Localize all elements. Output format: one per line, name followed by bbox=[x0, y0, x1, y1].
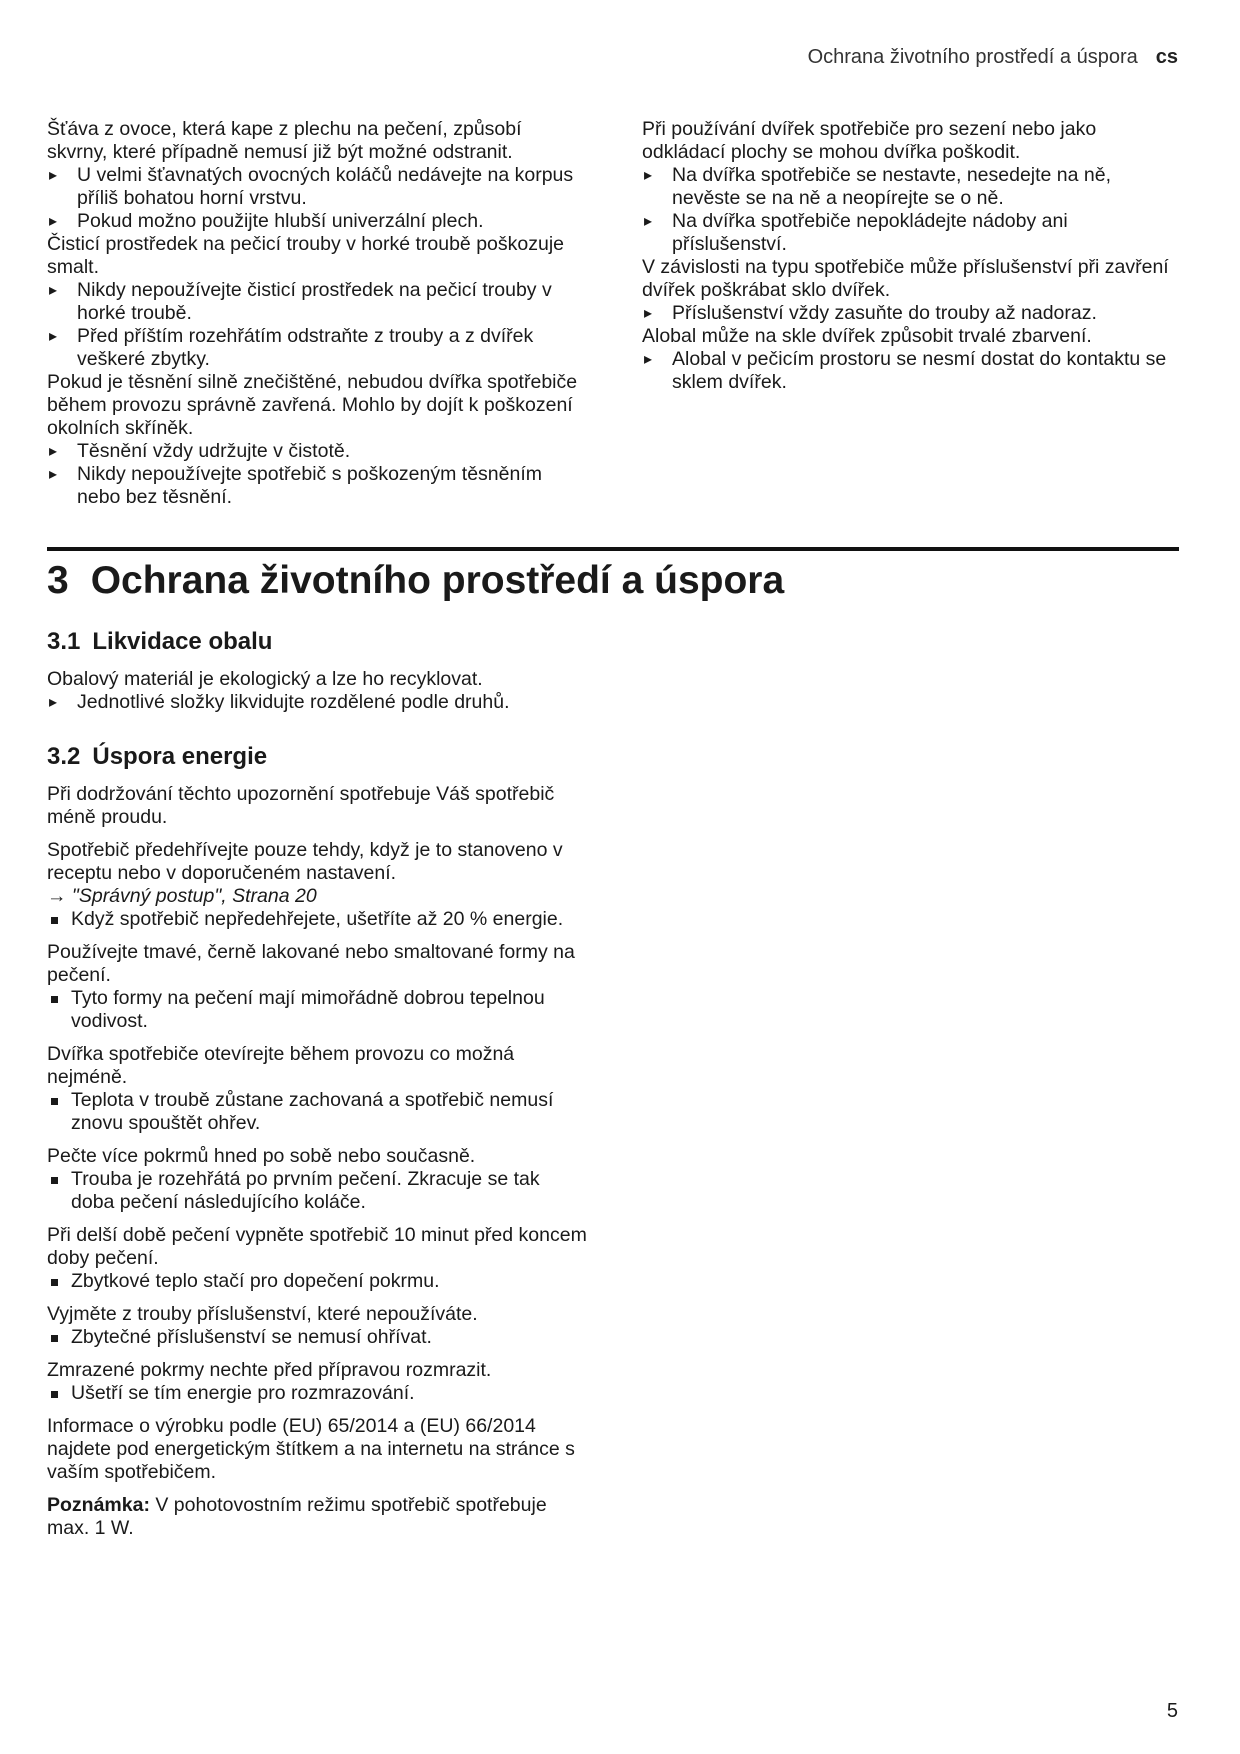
result-bullet: Když spotřebič nepředehřejete, ušetříte až 20 % energie. bbox=[47, 908, 587, 931]
right-column bbox=[642, 118, 1182, 394]
running-header bbox=[808, 46, 1178, 69]
section-title: Úspora energie bbox=[92, 743, 268, 770]
paragraph: Alobal může na skle dvířek způsobit trvalé zbarvení. bbox=[642, 325, 1092, 347]
page-number: 5 bbox=[1166, 1700, 1178, 1722]
tip-text: Pečte více pokrmů hned po sobě nebo současně. bbox=[47, 1145, 476, 1167]
instruction-bullet: ▸ Alobal v pečicím prostoru se nesmí dostat do kontaktu se sklem dvířek. bbox=[642, 348, 1182, 394]
instruction-bullet: ▸ Před příštím rozehřátím odstraňte z trouby a z dvířek veškeré zbytky. bbox=[47, 325, 587, 371]
tip-text: Dvířka spotřebiče otevírejte během provozu co možná nejméně. bbox=[47, 1043, 515, 1088]
section-heading bbox=[47, 628, 587, 656]
tip-text: Při delší době pečení vypněte spotřebič 10 minut před koncem doby pečení. bbox=[47, 1224, 587, 1269]
instruction-bullet: ▸ Na dvířka spotřebiče nepokládejte nádoby ani příslušenství. bbox=[642, 210, 1182, 256]
paragraph: Šťáva z ovoce, která kape z plechu na pečení, způsobí skvrny, které případně nemusí již být možné odstranit. bbox=[47, 118, 522, 163]
chapter-heading bbox=[47, 558, 784, 604]
instruction-bullet: ▸ Jednotlivé složky likvidujte rozdělené podle druhů. bbox=[47, 691, 587, 714]
section-number: 3.1 bbox=[47, 628, 81, 655]
result-bullet: Teplota v troubě zůstane zachovaná a spotřebič nemusí znovu spouštět ohřev. bbox=[47, 1089, 587, 1135]
paragraph: Čisticí prostředek na pečicí trouby v horké troubě poškozuje smalt. bbox=[47, 233, 565, 278]
tip-text: Používejte tmavé, černě lakované nebo smaltované formy na pečení. bbox=[47, 941, 575, 986]
result-bullet: Tyto formy na pečení mají mimořádně dobrou tepelnou vodivost. bbox=[47, 987, 587, 1033]
note-label: Poznámka: bbox=[47, 1494, 150, 1516]
section-energy-saving bbox=[47, 743, 587, 1540]
product-info-text: Informace o výrobku podle (EU) 65/2014 a (EU) 66/2014 najdete pod energetickým štítkem a na internetu na stránce s vaším spotřebičem. bbox=[47, 1415, 575, 1483]
section-number: 3.2 bbox=[47, 743, 81, 770]
paragraph: Obalový materiál je ekologický a lze ho recyklovat. bbox=[47, 668, 483, 690]
note bbox=[47, 1494, 587, 1540]
tip-text: Spotřebič předehřívejte pouze tehdy, když je to stanoveno v receptu nebo v doporučeném nastavení. bbox=[47, 839, 563, 884]
result-bullet: Trouba je rozehřátá po prvním pečení. Zkracuje se tak doba pečení následujícího koláče. bbox=[47, 1168, 587, 1214]
section-title: Likvidace obalu bbox=[92, 628, 273, 655]
instruction-bullet: ▸ Na dvířka spotřebiče se nestavte, nesedejte na ně, nevěste se na ně a neopírejte se o ně. bbox=[642, 164, 1182, 210]
instruction-bullet: ▸ Nikdy nepoužívejte čisticí prostředek na pečicí trouby v horké troubě. bbox=[47, 279, 587, 325]
instruction-bullet: ▸ Těsnění vždy udržujte v čistotě. bbox=[47, 440, 587, 463]
tip-text: Zmrazené pokrmy nechte před přípravou rozmrazit. bbox=[47, 1359, 492, 1381]
paragraph: V závislosti na typu spotřebiče může příslušenství při zavření dvířek poškrábat sklo dvířek. bbox=[642, 256, 1169, 301]
left-column bbox=[47, 118, 587, 509]
section-disposal bbox=[47, 628, 587, 714]
language-code: cs bbox=[1155, 46, 1178, 68]
section-heading bbox=[47, 743, 587, 771]
instruction-bullet: ▸ Příslušenství vždy zasuňte do trouby až nadoraz. bbox=[642, 302, 1182, 325]
chapter-number: 3 bbox=[47, 559, 69, 602]
tip-text: Vyjměte z trouby příslušenství, které nepoužíváte. bbox=[47, 1303, 478, 1325]
header-title: Ochrana životního prostředí a úspora bbox=[807, 46, 1138, 68]
cross-reference-link[interactable]: → "Správný postup", Strana 20 bbox=[47, 885, 317, 907]
paragraph: Při používání dvířek spotřebiče pro sezení nebo jako odkládací plochy se mohou dvířka poškodit. bbox=[642, 118, 1097, 163]
result-bullet: Ušetří se tím energie pro rozmrazování. bbox=[47, 1382, 587, 1405]
chapter-divider bbox=[47, 547, 1179, 551]
instruction-bullet: ▸ Pokud možno použijte hlubší univerzální plech. bbox=[47, 210, 587, 233]
note-text: V pohotovostním režimu spotřebič spotřebuje max. 1 W. bbox=[47, 1494, 547, 1539]
chapter-title: Ochrana životního prostředí a úspora bbox=[90, 559, 785, 602]
result-bullet: Zbytečné příslušenství se nemusí ohřívat. bbox=[47, 1326, 587, 1349]
instruction-bullet: ▸ U velmi šťavnatých ovocných koláčů nedávejte na korpus příliš bohatou horní vrstvu. bbox=[47, 164, 587, 210]
paragraph: Pokud je těsnění silně znečištěné, nebudou dvířka spotřebiče během provozu správně zavřená. Mohlo by dojít k poškození okolních skříněk. bbox=[47, 371, 578, 439]
instruction-bullet: ▸ Nikdy nepoužívejte spotřebič s poškozeným těsněním nebo bez těsnění. bbox=[47, 463, 587, 509]
paragraph: Při dodržování těchto upozornění spotřebuje Váš spotřebič méně proudu. bbox=[47, 783, 555, 828]
result-bullet: Zbytkové teplo stačí pro dopečení pokrmu. bbox=[47, 1270, 587, 1293]
